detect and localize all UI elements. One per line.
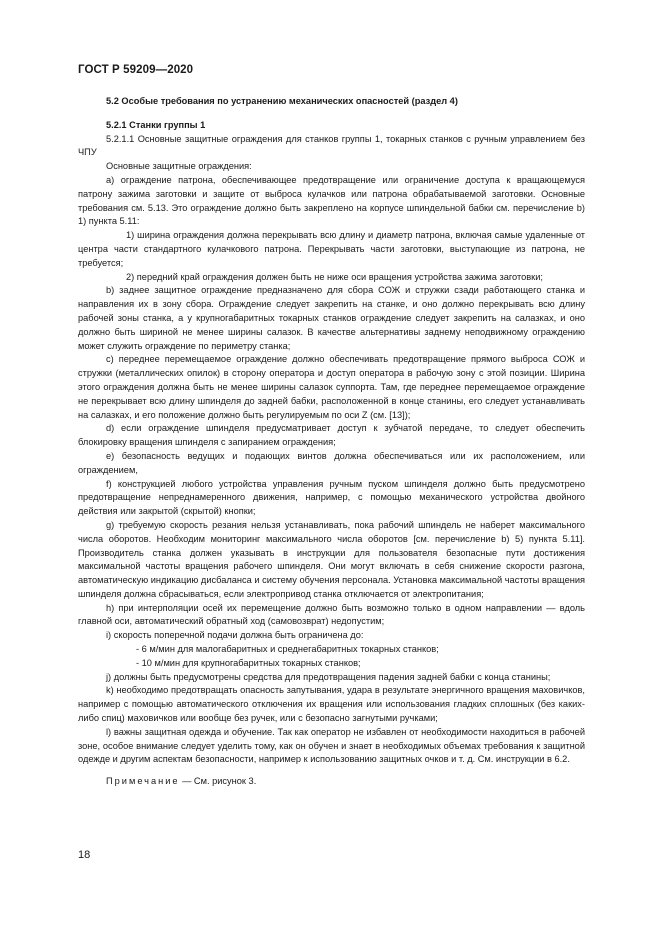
list-item-c: c) переднее перемещаемое ограждение должно обеспечивать предотвращение прямого выброса СОЖ и стружки (металлических опилок) в сторону оператора и доступ оператора в рабочую зону с этой позиции. Ширина этого ограждения должна быть не менее ширины салазок суппорта. Там, где переднее перемещаемое ограждение не перекрывает всю длину шпинделя до задней бабки, расположенной в конце станины, его следует устанавливать на салазках, и его положение должно быть регулируемым по оси Z (см. [13]); bbox=[78, 354, 585, 420]
list-item-j: j) должны быть предусмотрены средства для предотвращения падения задней бабки с конца станины; bbox=[106, 671, 551, 682]
section-title: 5.2 Особые требования по устранению механических опасностей (раздел 4) bbox=[106, 96, 458, 106]
paragraph-basic-guards: Основные защитные ограждения: bbox=[106, 161, 252, 172]
list-item-a2: 2) передний край ограждения должен быть не ниже оси вращения устройства зажима заготовки; bbox=[126, 271, 543, 282]
list-item-b: b) заднее защитное ограждение предназначено для сбора СОЖ и стружки сзади работающего станка и направления их в зону сбора. Ограждение следует закрепить на станке, и оно должно перекрывать всю длину рабочей зоны станка, а у крупногабаритных токарных станков ограждение следует закрепить на салазках, и оно должно быть шириной не менее ширины салазок. В качестве альтернативы заднему неподвижному ограждению может служить ограждение по периметру станка; bbox=[78, 285, 585, 351]
list-item-i-dash1: - 6 м/мин для малогабаритных и среднегабаритных токарных станков; bbox=[136, 644, 439, 655]
list-item-h: h) при интерполяции осей их перемещение должно быть возможно только в одном направлении — вдоль главной оси, автоматический обратный ход (самовозврат) недопустим; bbox=[78, 602, 585, 627]
note bbox=[78, 775, 585, 789]
list-item-f: f) конструкцией любого устройства управления ручным пуском шпинделя должно быть предусмотрено предотвращение непреднамеренного движения, например, с помощью механического устройства двойного действия или закрытой (скрытой) кнопки; bbox=[78, 478, 585, 517]
list-item-a1: 1) ширина ограждения должна перекрывать всю длину и диаметр патрона, включая самые удаленные от центра части стандартного кулачкового патрона. Перекрывать части заготовки, выступающие из патрона, не требуется; bbox=[78, 230, 585, 268]
subsection-title: 5.2.1 Станки группы 1 bbox=[106, 119, 206, 130]
list-item-i: i) скорость поперечной подачи должна быть ограничена до: bbox=[106, 630, 364, 641]
document-body bbox=[78, 95, 585, 789]
paragraph-5-2-1-1: 5.2.1.1 Основные защитные ограждения для станков группы 1, токарных станков с ручным управлением без ЧПУ bbox=[78, 133, 585, 158]
note-text: — См. рисунок 3. bbox=[179, 776, 257, 787]
list-item-i-dash2: - 10 м/мин для крупногабаритных токарных станков; bbox=[136, 657, 361, 668]
page-number: 18 bbox=[78, 849, 91, 861]
note-label: Примечание bbox=[106, 776, 180, 787]
list-item-g: g) требуемую скорость резания нельзя устанавливать, пока рабочий шпиндель не наберет максимального числа оборотов. Необходим мониторинг максимального числа оборотов [см. перечисление b) 5) пункта 5.11]. Производитель станка должен указывать в инструкции для пользователя безопасные пути достижения максимальной частоты вращения рабочего шпинделя. Они могут включать в себя снижение скорости разгона, автоматическую индикацию дисбаланса и систему обучения персонала. Установка максимальной частоты вращения шпинделя должна сбрасываться, если электропривод станка отключается от электропитания; bbox=[78, 519, 585, 599]
document-header: ГОСТ Р 59209—2020 bbox=[78, 64, 194, 76]
list-item-k: k) необходимо предотвращать опасность запутывания, удара в результате энергичного вращения маховичков, например с помощью автоматического отключения их вращения или использования гладких сплошных (без каких-либо спиц) маховичков или вообще без ручек, или с безопасно загнутыми ручками; bbox=[78, 685, 585, 724]
list-item-d: d) если ограждение шпинделя предусматривает доступ к зубчатой передаче, то следует обеспечить блокировку вращения шпинделя с запиранием ограждения; bbox=[78, 423, 585, 448]
list-item-e: e) безопасность ведущих и подающих винтов должна обеспечиваться или их расположением, или ограждением, bbox=[78, 450, 585, 475]
list-item-a: a) ограждение патрона, обеспечивающее предотвращение или ограничение доступа к вращающемуся патрону зажима заготовки и защите от выброса кулачков или патрона обрабатываемой заготовки. Основные требования см. 5.13. Это ограждение должно быть закреплено на корпусе шпиндельной бабки см. перечисление b) 1) пункта 5.11: bbox=[78, 174, 585, 227]
list-item-l: l) важны защитная одежда и обучение. Так как оператор не избавлен от необходимости находиться в рабочей зоне, особое внимание следует уделить тому, как он обучен и знает в необходимых объемах требования к защитной одежде и другим аспектам безопасности, например к использованию защитных очков и т. д. См. инструкции в 6.2. bbox=[78, 726, 585, 765]
